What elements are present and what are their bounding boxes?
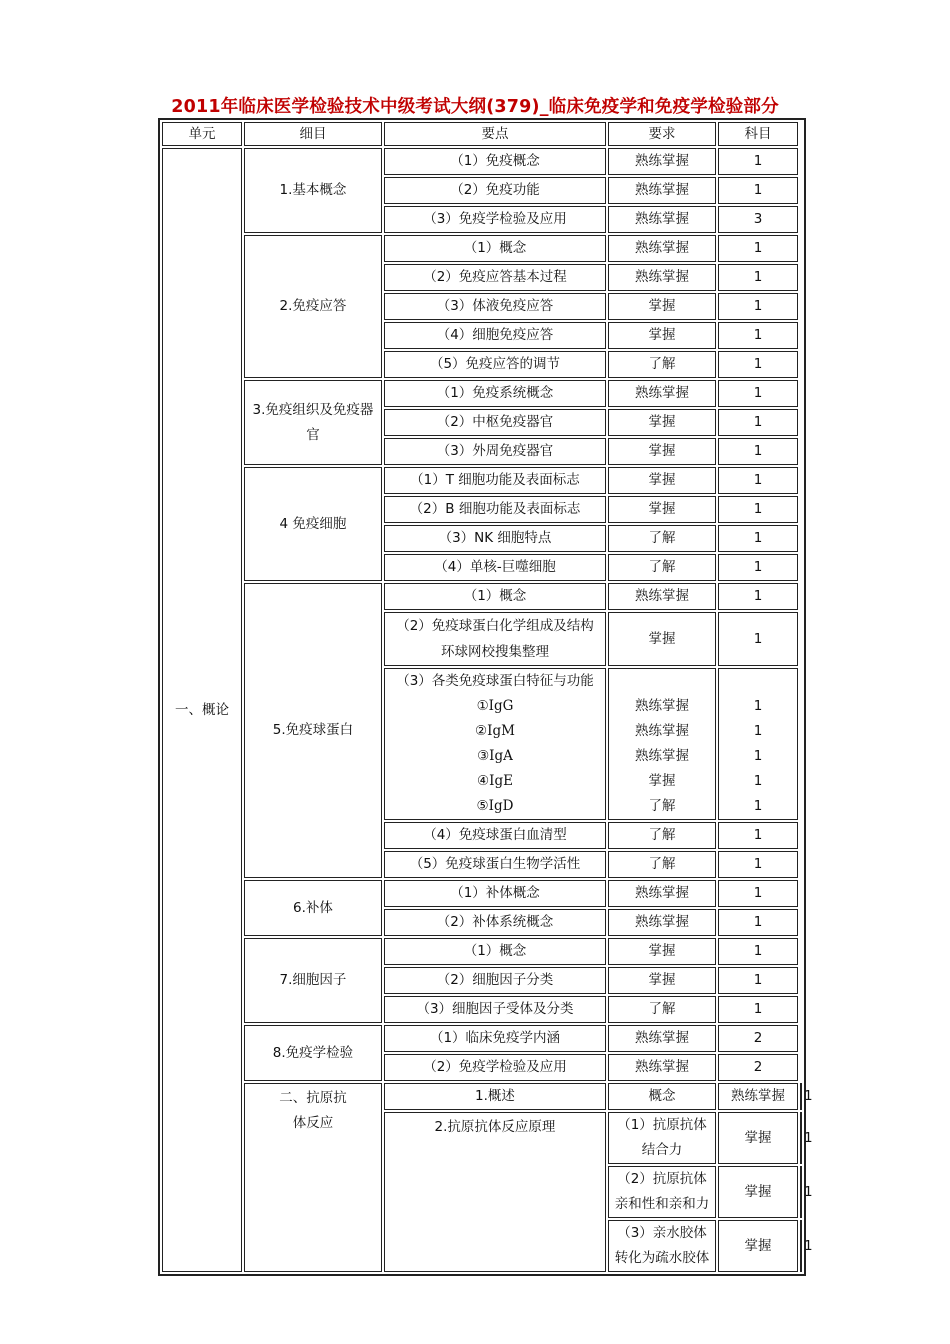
item-cell-line: 官	[306, 426, 320, 443]
subject-cell: 1	[718, 148, 798, 175]
point-cell: （1）补体概念	[384, 880, 606, 907]
subject-cell: 1	[718, 996, 798, 1023]
subject-cell: 1	[718, 822, 798, 849]
requirement-cell: 掌握	[718, 1220, 798, 1272]
item-cell	[244, 380, 382, 465]
ig-subitem: ④IgE	[477, 773, 513, 789]
subject-cell: 1	[718, 351, 798, 378]
point-cell: （1）概念	[384, 938, 606, 965]
point-cell: （3）体液免疫应答	[384, 293, 606, 320]
subject-cell: 1	[718, 554, 798, 581]
point-cell: （2）补体系统概念	[384, 909, 606, 936]
requirement-cell: 掌握	[608, 938, 716, 965]
header-row	[162, 122, 802, 146]
subject-cell: 1	[718, 612, 798, 666]
document-title: 2011年临床医学检验技术中级考试大纲(379)_临床免疫学和免疫学检验部分	[171, 97, 779, 117]
ig-requirement: 熟练掌握	[635, 748, 689, 764]
ig-subject: 1	[753, 723, 763, 739]
requirement-cell: 掌握	[608, 467, 716, 494]
requirement-cell: 熟练掌握	[608, 177, 716, 204]
ig-subject: 1	[753, 748, 763, 764]
unit-cell-overview: 一、概论	[162, 148, 242, 1272]
requirement-cell: 了解	[608, 554, 716, 581]
requirement-cell: 掌握	[608, 612, 716, 666]
subject-cell: 1	[718, 177, 798, 204]
table-row	[162, 938, 802, 965]
unit-cell-line: 二、抗原抗	[279, 1090, 347, 1106]
spacer-line	[612, 669, 712, 694]
point-cell	[384, 668, 606, 820]
item-cell: 4 免疫细胞	[244, 467, 382, 581]
requirement-cell: 熟练掌握	[608, 880, 716, 907]
point-cell: （5）免疫球蛋白生物学活性	[384, 851, 606, 878]
point-cell: 概念	[608, 1083, 716, 1110]
syllabus-table-frame	[158, 118, 813, 1276]
subject-cell: 1	[800, 1220, 802, 1272]
requirement-cell: 熟练掌握	[608, 148, 716, 175]
ig-requirement: 熟练掌握	[635, 698, 689, 714]
point-cell: （1）免疫系统概念	[384, 380, 606, 407]
point-cell: （1）抗原抗体结合力	[608, 1112, 716, 1164]
ig-subitem: ①IgG	[476, 698, 514, 714]
requirement-cell: 熟练掌握	[608, 909, 716, 936]
ig-subitem: ②IgM	[475, 723, 515, 739]
header-point: 要点	[384, 122, 606, 146]
point-cell: （3）NK 细胞特点	[384, 525, 606, 552]
requirement-cell: 掌握	[718, 1166, 798, 1218]
table-row	[162, 235, 802, 262]
unit-cell-antigen-antibody	[244, 1083, 382, 1272]
requirement-cell: 了解	[608, 822, 716, 849]
point-line: （3）各类免疫球蛋白特征与功能	[396, 673, 594, 689]
requirement-cell: 掌握	[608, 293, 716, 320]
point-cell: （4）免疫球蛋白血清型	[384, 822, 606, 849]
ig-subject: 1	[753, 798, 763, 814]
subject-cell: 1	[800, 1112, 802, 1164]
subject-cell: 1	[718, 467, 798, 494]
requirement-cell: 掌握	[608, 438, 716, 465]
point-cell: （3）免疫学检验及应用	[384, 206, 606, 233]
subject-cell	[718, 668, 798, 820]
header-requirement: 要求	[608, 122, 716, 146]
table-row	[162, 467, 802, 494]
item-cell: 2.免疫应答	[244, 235, 382, 378]
requirement-cell: 了解	[608, 351, 716, 378]
requirement-cell: 掌握	[608, 967, 716, 994]
subject-cell: 1	[718, 235, 798, 262]
subject-cell: 1	[718, 880, 798, 907]
item-cell: 1.基本概念	[244, 148, 382, 233]
point-cell: （3）外周免疫器官	[384, 438, 606, 465]
item-cell-line: 3.免疫组织及免疫器	[252, 401, 374, 418]
ig-requirement: 熟练掌握	[635, 723, 689, 739]
subject-cell: 1	[718, 851, 798, 878]
table-row	[162, 583, 802, 610]
requirement-cell: 了解	[608, 851, 716, 878]
ig-subject: 1	[753, 773, 763, 789]
ig-subitem: ③IgA	[477, 748, 513, 764]
requirement-cell: 掌握	[608, 409, 716, 436]
item-cell: 8.免疫学检验	[244, 1025, 382, 1081]
point-line: 环球网校搜集整理	[441, 644, 549, 660]
item-cell: 7.细胞因子	[244, 938, 382, 1023]
requirement-cell: 熟练掌握	[608, 380, 716, 407]
subject-cell: 1	[718, 938, 798, 965]
subject-cell: 1	[718, 438, 798, 465]
point-cell: （2）B 细胞功能及表面标志	[384, 496, 606, 523]
subject-cell: 1	[800, 1083, 802, 1110]
ig-requirement: 掌握	[648, 773, 676, 789]
item-cell: 1.概述	[384, 1083, 606, 1110]
subject-cell: 1	[718, 583, 798, 610]
subject-cell: 2	[718, 1025, 798, 1052]
header-item: 细目	[244, 122, 382, 146]
requirement-cell: 了解	[608, 525, 716, 552]
point-cell: （1）T 细胞功能及表面标志	[384, 467, 606, 494]
header-subject: 科目	[718, 122, 798, 146]
requirement-cell: 掌握	[608, 322, 716, 349]
item-cell: 5.免疫球蛋白	[244, 583, 382, 878]
spacer-line	[722, 669, 794, 694]
requirement-cell: 熟练掌握	[608, 583, 716, 610]
unit-cell-line: 体反应	[292, 1115, 334, 1131]
table-row	[162, 1083, 802, 1110]
point-cell: （4）细胞免疫应答	[384, 322, 606, 349]
subject-cell: 2	[718, 1054, 798, 1081]
point-cell: （2）免疫学检验及应用	[384, 1054, 606, 1081]
requirement-cell: 熟练掌握	[608, 264, 716, 291]
requirement-cell: 熟练掌握	[608, 235, 716, 262]
point-cell: （3）亲水胶体转化为疏水胶体	[608, 1220, 716, 1272]
point-cell: （1）概念	[384, 235, 606, 262]
subject-cell: 1	[718, 293, 798, 320]
subject-cell: 1	[718, 264, 798, 291]
point-cell: （4）单核-巨噬细胞	[384, 554, 606, 581]
requirement-cell: 熟练掌握	[608, 1025, 716, 1052]
requirement-cell: 了解	[608, 996, 716, 1023]
point-cell: （1）临床免疫学内涵	[384, 1025, 606, 1052]
item-cell: 2.抗原抗体反应原理	[384, 1112, 606, 1272]
point-cell: （2）中枢免疫器官	[384, 409, 606, 436]
point-cell: （2）细胞因子分类	[384, 967, 606, 994]
table-row	[162, 880, 802, 907]
subject-cell: 1	[718, 909, 798, 936]
point-cell: （1）概念	[384, 583, 606, 610]
subject-cell: 3	[718, 206, 798, 233]
requirement-cell: 熟练掌握	[608, 1054, 716, 1081]
requirement-cell: 掌握	[718, 1112, 798, 1164]
subject-cell: 1	[718, 380, 798, 407]
point-line: （2）免疫球蛋白化学组成及结构	[396, 618, 594, 634]
ig-subject: 1	[753, 698, 763, 714]
subject-cell: 1	[718, 525, 798, 552]
point-cell: （1）免疫概念	[384, 148, 606, 175]
requirement-cell	[608, 668, 716, 820]
subject-cell: 1	[800, 1166, 802, 1218]
ig-requirement: 了解	[648, 798, 676, 814]
requirement-cell: 掌握	[608, 496, 716, 523]
table-row	[162, 380, 802, 407]
subject-cell: 1	[718, 322, 798, 349]
header-unit: 单元	[162, 122, 242, 146]
subject-cell: 1	[718, 967, 798, 994]
subject-cell: 1	[718, 409, 798, 436]
table-row	[162, 148, 802, 175]
subject-cell: 1	[718, 496, 798, 523]
requirement-cell: 熟练掌握	[718, 1083, 798, 1110]
ig-subitem: ⑤IgD	[476, 798, 514, 814]
point-cell	[384, 612, 606, 666]
table-row	[162, 1025, 802, 1052]
point-cell: （5）免疫应答的调节	[384, 351, 606, 378]
requirement-cell: 熟练掌握	[608, 206, 716, 233]
point-cell: （2）免疫功能	[384, 177, 606, 204]
point-cell: （2）抗原抗体亲和性和亲和力	[608, 1166, 716, 1218]
point-cell: （3）细胞因子受体及分类	[384, 996, 606, 1023]
point-cell: （2）免疫应答基本过程	[384, 264, 606, 291]
syllabus-table	[160, 120, 813, 1274]
item-cell: 6.补体	[244, 880, 382, 936]
